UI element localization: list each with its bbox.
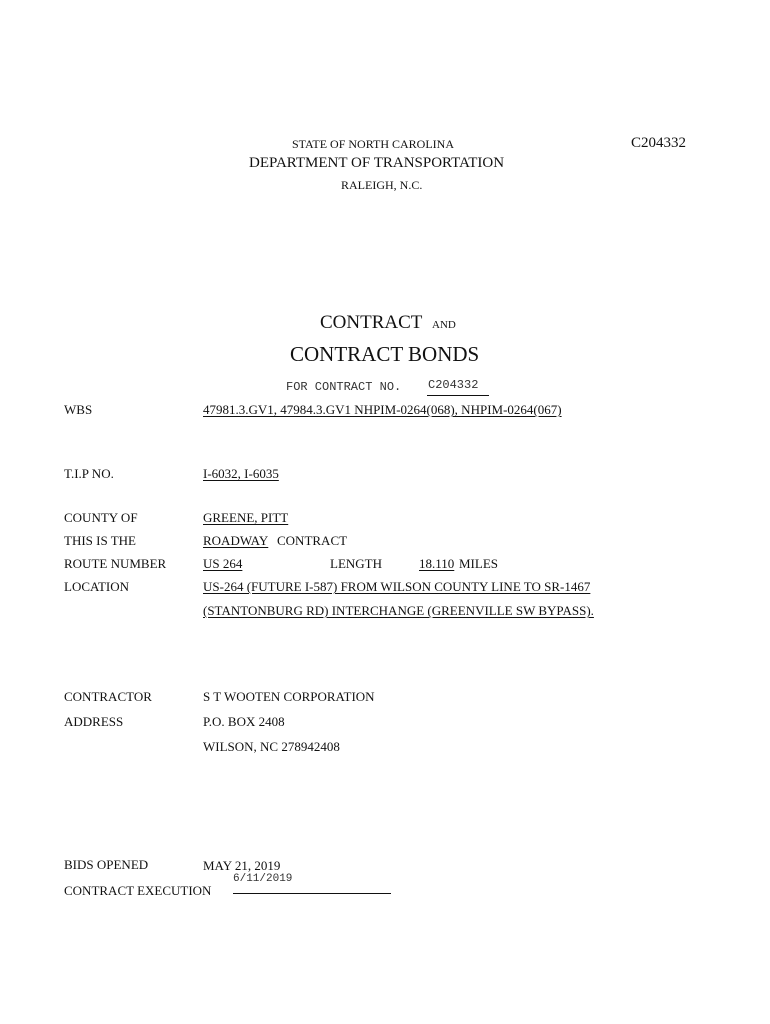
contract-word: CONTRACT <box>277 533 348 548</box>
address-line-1: P.O. BOX 2408 <box>203 714 285 729</box>
tip-label: T.I.P NO. <box>64 466 114 481</box>
contract-number-underline <box>427 395 489 396</box>
location-line-2: (STANTONBURG RD) INTERCHANGE (GREENVILLE SW BYPASS). <box>203 603 594 618</box>
wbs-label: WBS <box>64 402 93 417</box>
wbs-value: 47981.3.GV1, 47984.3.GV1 NHPIM-0264(068), NHPIM-0264(067) <box>203 402 562 417</box>
execution-date: 6/11/2019 <box>233 873 293 885</box>
contract-number: C204332 <box>428 378 479 392</box>
route-label: ROUTE NUMBER <box>64 556 167 571</box>
location-line-1: US-264 (FUTURE I-587) FROM WILSON COUNTY LINE TO SR-1467 <box>203 579 591 594</box>
city-name: RALEIGH, N.C. <box>341 178 423 192</box>
county-value: GREENE, PITT <box>203 510 289 525</box>
length-unit: MILES <box>459 556 498 571</box>
address-line-2: WILSON, NC 278942408 <box>203 739 340 754</box>
tip-value: I-6032, I-6035 <box>203 466 279 481</box>
address-label: ADDRESS <box>64 714 124 729</box>
length-value: 18.110 <box>419 556 455 571</box>
execution-signature-line <box>233 893 391 894</box>
bids-opened-value: MAY 21, 2019 <box>203 858 281 873</box>
this-is-label: THIS IS THE <box>64 533 136 548</box>
state-name: STATE OF NORTH CAROLINA <box>292 137 454 151</box>
for-contract-label: FOR CONTRACT NO. <box>286 380 402 394</box>
route-value: US 264 <box>203 556 243 571</box>
county-label: COUNTY OF <box>64 510 138 525</box>
document-id: C204332 <box>631 135 687 151</box>
title-contract-bonds: CONTRACT BONDS <box>290 342 480 366</box>
bids-opened-label: BIDS OPENED <box>64 857 149 872</box>
department-name: DEPARTMENT OF TRANSPORTATION <box>249 155 505 171</box>
contract-type: ROADWAY <box>203 533 269 548</box>
location-label: LOCATION <box>64 579 129 594</box>
length-label: LENGTH <box>330 556 382 571</box>
title-and: AND <box>432 319 456 331</box>
contractor-name: S T WOOTEN CORPORATION <box>203 689 375 704</box>
title-contract: CONTRACT <box>320 312 423 333</box>
execution-label: CONTRACT EXECUTION <box>64 883 212 898</box>
contractor-label: CONTRACTOR <box>64 689 152 704</box>
